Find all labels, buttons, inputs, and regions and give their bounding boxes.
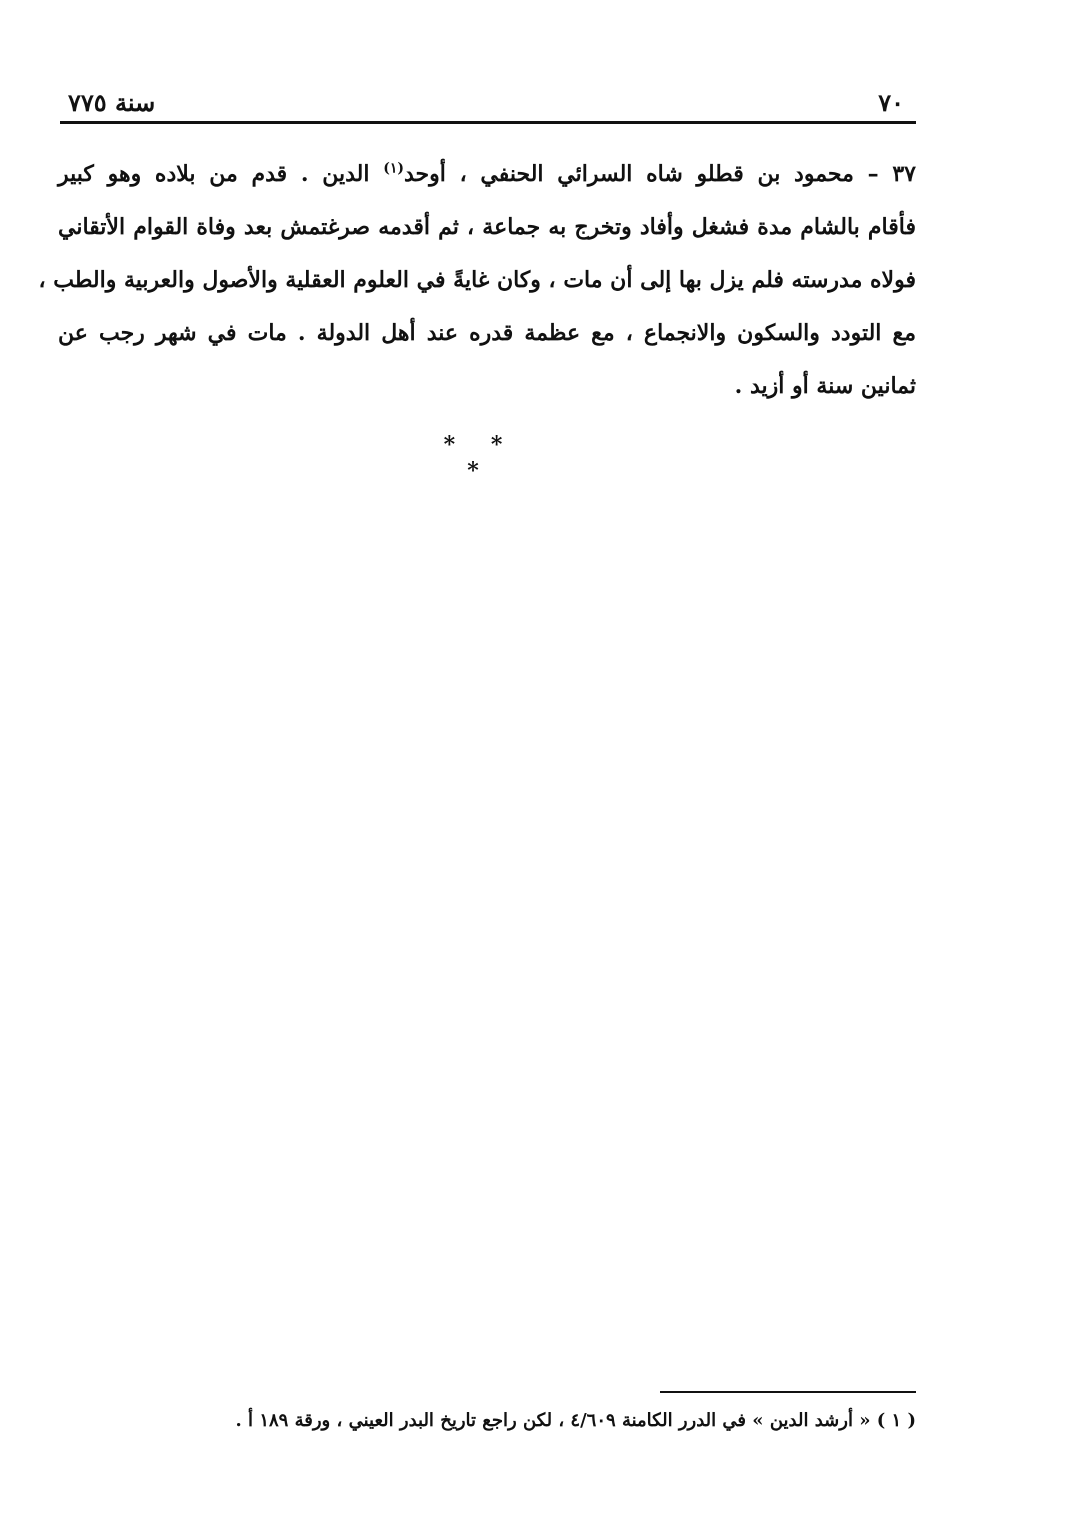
page-number: ٧٠ — [878, 88, 904, 117]
footnote: ( ١ ) « أرشد الدين » في الدرر الكامنة ٤/٦٠٩ ، لكن راجع تاريخ البدر العيني ، ورقة ١٨٩ أ . — [235, 1410, 916, 1431]
section-separator: * * * — [443, 432, 517, 484]
entry-line-1-start: ٣٧ – محمود بن قطلو شاه السرائي الحنفي ، أوحد — [404, 161, 916, 187]
footnote-reference: (١) — [383, 160, 404, 177]
entry-line-1-end: الدين . قدم من بلاده وهو كبير — [58, 161, 384, 187]
entry-line-1 — [58, 148, 916, 201]
header-rule — [60, 121, 916, 124]
page-header — [60, 84, 916, 118]
entry-line-3: فولاه مدرسته فلم يزل بها إلى أن مات ، وكان غايةً في العلوم العقلية والأصول والعربية والطب ، — [38, 267, 916, 293]
entry-line-5: ثمانين سنة أو أزيد . — [734, 373, 916, 399]
entry-line-2: فأقام بالشام مدة فشغل وأفاد وتخرج به جماعة ، ثم أقدمه صرغتمش بعد وفاة القوام الأتقاني — [58, 214, 916, 240]
running-head-year: سنة ٧٧٥ — [68, 88, 156, 117]
biography-entry — [38, 148, 916, 413]
entry-line-4: مع التودد والسكون والانجماع ، مع عظمة قدره عند أهل الدولة . مات في شهر رجب عن — [58, 320, 916, 346]
footnote-rule — [660, 1391, 916, 1393]
